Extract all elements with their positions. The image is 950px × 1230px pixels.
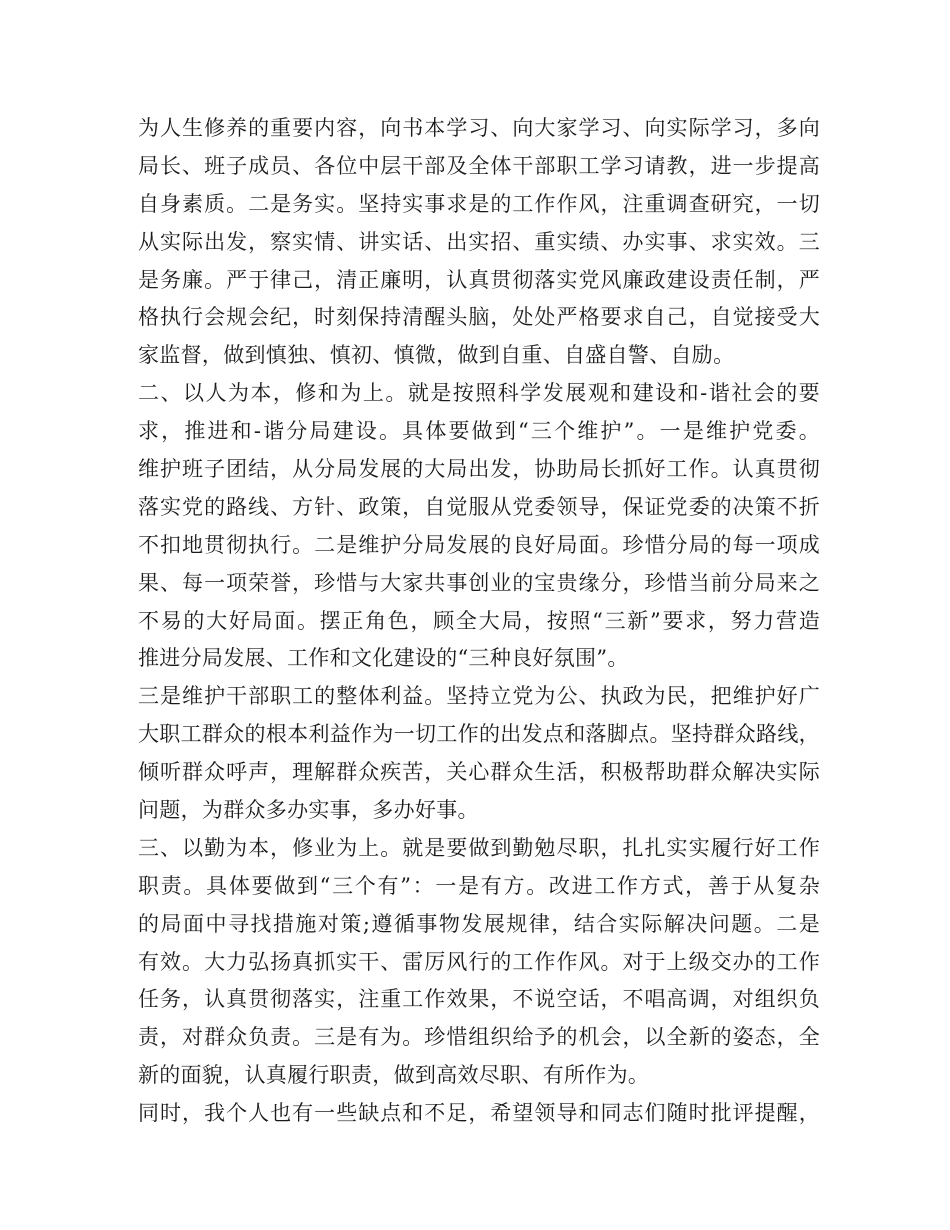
- text-line: 问题，为群众多办实事，多办好事。: [138, 798, 479, 823]
- text-line: 局长、班子成员、各位中层干部及全体干部职工学习请教，进一步提高: [138, 153, 820, 178]
- text-line: 倾听群众呼声，理解群众疾苦，关心群众生活，积极帮助群众解决实际: [138, 760, 820, 785]
- text-line: 为人生修养的重要内容，向书本学习、向大家学习、向实际学习，多向: [138, 116, 820, 140]
- text-line: 三、以勤为本，修业为上。就是要做到勤勉尽职，扎扎实实履行好工作: [138, 835, 820, 860]
- paragraph-section-two: [138, 375, 820, 678]
- text-line: 果、每一项荣誉，珍惜与大家共事创业的宝贵缘分，珍惜当前分局来之: [138, 570, 820, 595]
- paragraph-section-three: [138, 830, 820, 1095]
- text-line: 落实党的路线、方针、政策，自觉服从党委领导，保证党委的决策不折: [138, 494, 820, 519]
- text-line: 同时，我个人也有一些缺点和不足，希望领导和同志们随时批评提醒，: [138, 1101, 820, 1126]
- text-line: 不易的大好局面。摆正角色，顾全大局，按照“三新”要求，努力营造: [138, 608, 820, 633]
- text-line: 推进分局发展、工作和文化建设的“三种良好氛围”。: [138, 646, 629, 671]
- paragraph-staff-interests: [138, 678, 820, 830]
- text-line: 格执行会规会纪，时刻保持清醒头脑，处处严格要求自己，自觉接受大: [138, 305, 820, 330]
- paragraph-self-cultivation: [138, 110, 820, 375]
- text-line: 任务，认真贯彻落实，注重工作效果，不说空话，不唱高调，对组织负: [138, 987, 820, 1012]
- text-line: 职责。具体要做到“三个有”：一是有方。改进工作方式，善于从复杂: [138, 873, 820, 898]
- text-line: 维护班子团结，从分局发展的大局出发，协助局长抓好工作。认真贯彻: [138, 457, 820, 482]
- text-line: 家监督，做到慎独、慎初、慎微，做到自重、自盛自警、自励。: [138, 343, 735, 368]
- paragraph-closing: [138, 1095, 820, 1133]
- text-line: 三是维护干部职工的整体利益。坚持立党为公、执政为民，把维护好广: [138, 684, 820, 709]
- text-line: 不扣地贯彻执行。二是维护分局发展的良好局面。珍惜分局的每一项成: [138, 532, 820, 557]
- text-line: 二、以人为本，修和为上。就是按照科学发展观和建设和-谐社会的要: [138, 381, 820, 406]
- text-line: 求，推进和-谐分局建设。具体要做到“三个维护”。一是维护党委。: [138, 419, 820, 444]
- text-line: 责，对群众负责。三是有为。珍惜组织给予的机会，以全新的姿态，全: [138, 1025, 820, 1050]
- text-line: 从实际出发，察实情、讲实话、出实招、重实绩、办实事、求实效。三: [138, 229, 820, 254]
- text-line: 是务廉。严于律己，清正廉明，认真贯彻落实党风廉政建设责任制，严: [138, 267, 820, 292]
- text-line: 有效。大力弘扬真抓实干、雷厉风行的工作作风。对于上级交办的工作: [138, 949, 820, 974]
- text-line: 新的面貌，认真履行职责，做到高效尽职、有所作为。: [138, 1063, 650, 1088]
- text-line: 的局面中寻找措施对策;遵循事物发展规律，结合实际解决问题。二是: [138, 911, 820, 936]
- document-body: [138, 110, 820, 1133]
- text-line: 自身素质。二是务实。坚持实事求是的工作作风，注重调查研究，一切: [138, 191, 820, 216]
- text-line: 大职工群众的根本利益作为一切工作的出发点和落脚点。坚持群众路线，: [138, 722, 820, 747]
